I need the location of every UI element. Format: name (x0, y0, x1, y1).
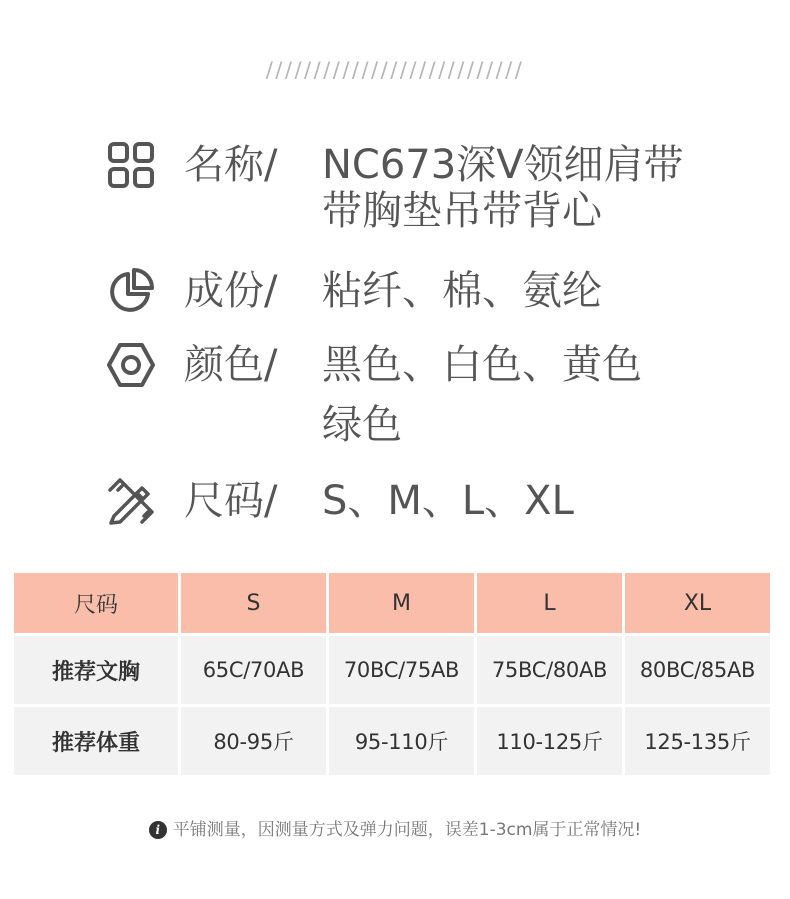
header-cell-m: M (329, 573, 474, 633)
table-cell: 80-95斤 (181, 707, 326, 775)
spec-value-composition (322, 268, 722, 314)
header-cell-xl: XL (625, 573, 770, 633)
table-cell: 95-110斤 (329, 707, 474, 775)
grid-icon (106, 140, 156, 190)
spec-value-line: 带胸垫吊带背心 (322, 188, 602, 234)
table-cell: 125-135斤 (625, 707, 770, 775)
spec-label-size: 尺码/ (184, 478, 278, 524)
row-label-weight: 推荐体重 (14, 707, 178, 775)
info-icon: i (149, 821, 167, 839)
color-nut-icon (106, 340, 156, 390)
measurement-note (0, 815, 790, 840)
pie-chart-icon (106, 266, 156, 316)
table-cell: 80BC/85AB (625, 636, 770, 704)
spec-value-line: NC673深V领细肩带 (322, 142, 684, 188)
spec-value-line: S、M、L、XL (322, 478, 574, 524)
spec-value-size (322, 478, 722, 524)
header-cell-size: 尺码 (14, 573, 178, 633)
table-cell: 75BC/80AB (477, 636, 622, 704)
size-chart-table (11, 570, 773, 778)
spec-value-line: 黑色、白色、黄色 (322, 342, 642, 388)
table-row (14, 636, 770, 704)
spec-value-color (322, 335, 722, 455)
table-header-row (14, 573, 770, 633)
row-label-bra: 推荐文胸 (14, 636, 178, 704)
table-cell: 70BC/75AB (329, 636, 474, 704)
header-cell-s: S (181, 573, 326, 633)
header-cell-l: L (477, 573, 622, 633)
ruler-pencil-icon (106, 476, 156, 526)
spec-value-line: 粘纤、棉、氨纶 (322, 268, 602, 314)
spec-label-composition: 成份/ (184, 268, 278, 314)
table-row (14, 707, 770, 775)
decorative-divider: /////////////////////////// (265, 58, 525, 82)
note-text: 平铺测量，因测量方式及弹力问题，误差1-3cm属于正常情况! (172, 820, 642, 840)
spec-label-color: 颜色/ (184, 342, 278, 388)
spec-value-line: 绿色 (322, 402, 402, 448)
spec-label-name: 名称/ (184, 142, 278, 188)
spec-value-name (322, 142, 722, 234)
table-cell: 110-125斤 (477, 707, 622, 775)
table-cell: 65C/70AB (181, 636, 326, 704)
